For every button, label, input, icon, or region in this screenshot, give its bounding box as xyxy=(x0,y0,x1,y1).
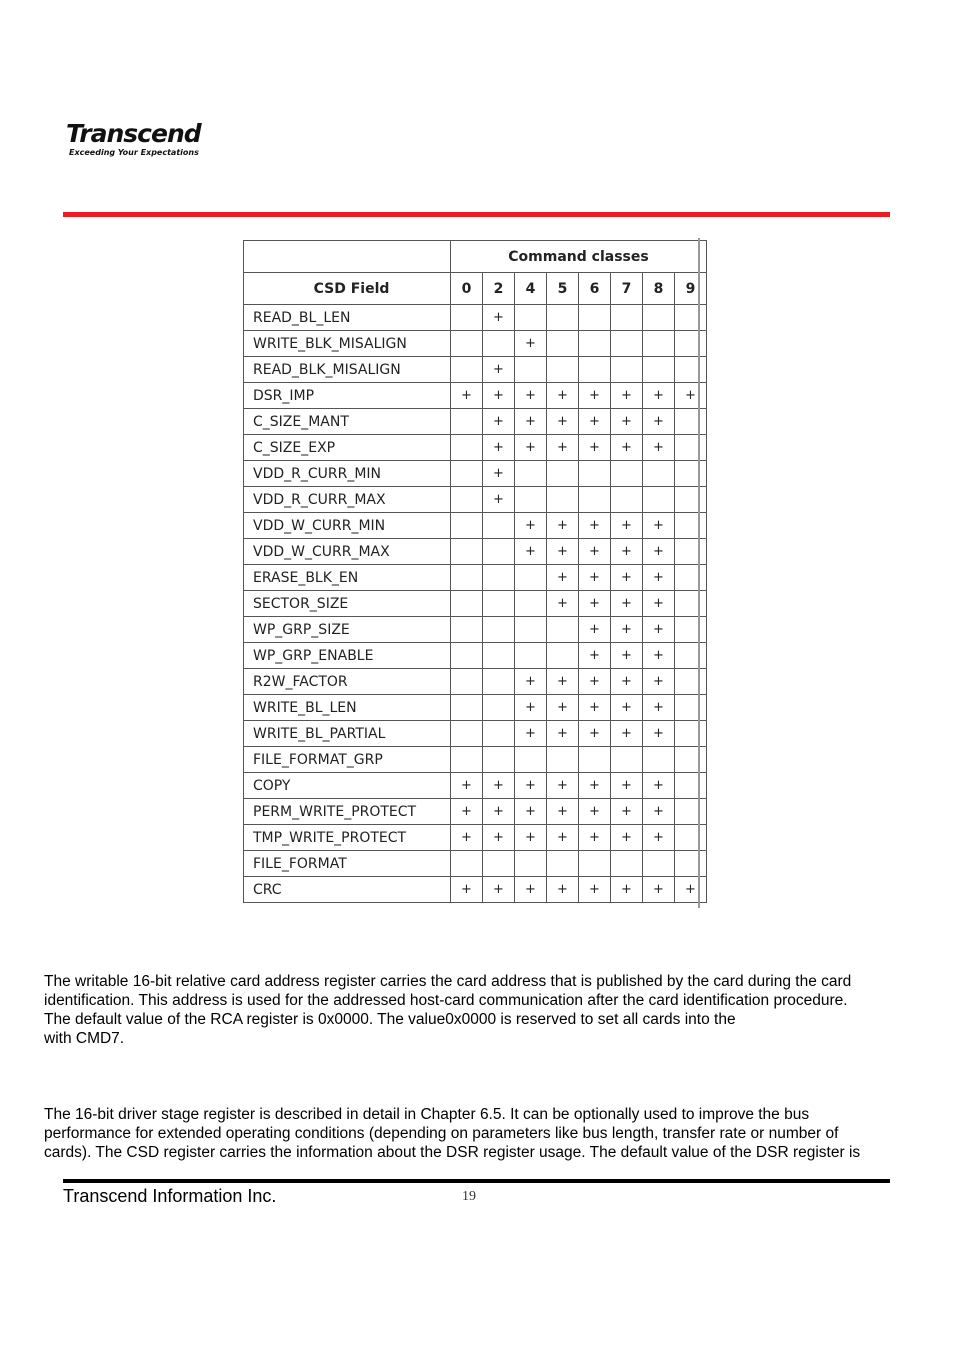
class-support-cell: + xyxy=(579,383,611,409)
class-support-cell xyxy=(611,487,643,513)
class-support-cell: + xyxy=(611,435,643,461)
csd-field-name: VDD_R_CURR_MIN xyxy=(244,461,451,487)
csd-field-name: WRITE_BLK_MISALIGN xyxy=(244,331,451,357)
logo-brand-text: Transcend xyxy=(66,119,201,148)
class-support-cell xyxy=(451,357,483,383)
class-support-cell: + xyxy=(675,383,707,409)
class-support-cell xyxy=(579,747,611,773)
class-support-cell xyxy=(675,851,707,877)
class-support-cell xyxy=(675,695,707,721)
dsr-paragraph xyxy=(44,1105,910,1162)
class-support-cell xyxy=(547,851,579,877)
class-support-cell: + xyxy=(483,409,515,435)
class-support-cell xyxy=(451,747,483,773)
csd-field-name: SECTOR_SIZE xyxy=(244,591,451,617)
table-row xyxy=(244,669,707,695)
csd-field-name: WP_GRP_SIZE xyxy=(244,617,451,643)
table-row xyxy=(244,851,707,877)
class-support-cell xyxy=(483,565,515,591)
class-support-cell xyxy=(675,643,707,669)
class-support-cell xyxy=(579,357,611,383)
class-support-cell xyxy=(611,305,643,331)
csd-field-header: CSD Field xyxy=(244,273,451,305)
class-support-cell xyxy=(515,851,547,877)
table-row xyxy=(244,747,707,773)
class-support-cell: + xyxy=(643,877,675,903)
class-support-cell: + xyxy=(547,539,579,565)
class-support-cell xyxy=(611,331,643,357)
table-row xyxy=(244,877,707,903)
class-support-cell xyxy=(451,435,483,461)
command-class-header: 4 xyxy=(515,273,547,305)
table-row xyxy=(244,487,707,513)
csd-field-name: VDD_R_CURR_MAX xyxy=(244,487,451,513)
table-row xyxy=(244,721,707,747)
class-support-cell xyxy=(643,305,675,331)
class-support-cell xyxy=(579,331,611,357)
class-support-cell xyxy=(611,747,643,773)
logo-tagline: Exceeding Your Expectations xyxy=(69,148,199,157)
class-support-cell: + xyxy=(611,643,643,669)
class-support-cell xyxy=(675,669,707,695)
class-support-cell xyxy=(451,591,483,617)
class-support-cell xyxy=(579,305,611,331)
rca-paragraph xyxy=(44,972,910,1048)
class-support-cell: + xyxy=(579,565,611,591)
class-support-cell: + xyxy=(643,409,675,435)
class-support-cell: + xyxy=(579,617,611,643)
class-support-cell: + xyxy=(483,877,515,903)
class-support-cell: + xyxy=(643,591,675,617)
paragraph-line: The default value of the RCA register is 0x0000. The value0x0000 is reserved to set all cards into the xyxy=(44,1011,736,1028)
paragraph-line: The 16-bit driver stage register is described in detail in Chapter 6.5. It can be optionally used to improve the bus xyxy=(44,1106,810,1123)
table-row xyxy=(244,513,707,539)
class-support-cell: + xyxy=(611,539,643,565)
class-support-cell: + xyxy=(579,435,611,461)
command-class-header: 8 xyxy=(643,273,675,305)
csd-command-class-table xyxy=(243,240,707,903)
class-support-cell xyxy=(643,747,675,773)
class-support-cell: + xyxy=(483,305,515,331)
class-support-cell: + xyxy=(483,773,515,799)
command-class-header: 2 xyxy=(483,273,515,305)
class-support-cell xyxy=(547,643,579,669)
csd-field-name: WRITE_BL_PARTIAL xyxy=(244,721,451,747)
class-support-cell: + xyxy=(547,695,579,721)
class-support-cell xyxy=(675,539,707,565)
class-support-cell xyxy=(643,331,675,357)
csd-field-name: ERASE_BLK_EN xyxy=(244,565,451,591)
class-support-cell: + xyxy=(483,487,515,513)
class-support-cell xyxy=(515,565,547,591)
class-support-cell: + xyxy=(611,877,643,903)
csd-field-name: PERM_WRITE_PROTECT xyxy=(244,799,451,825)
class-support-cell xyxy=(483,539,515,565)
class-support-cell: + xyxy=(515,435,547,461)
class-support-cell: + xyxy=(483,357,515,383)
class-support-cell xyxy=(515,487,547,513)
class-support-cell xyxy=(675,747,707,773)
table-row xyxy=(244,565,707,591)
csd-field-name: VDD_W_CURR_MAX xyxy=(244,539,451,565)
class-support-cell xyxy=(451,721,483,747)
class-support-cell: + xyxy=(515,383,547,409)
class-support-cell: + xyxy=(483,383,515,409)
class-support-cell xyxy=(675,617,707,643)
class-support-cell xyxy=(611,851,643,877)
table-column-header-row xyxy=(244,273,707,305)
class-support-cell xyxy=(515,591,547,617)
class-support-cell: + xyxy=(515,669,547,695)
command-class-header: 0 xyxy=(451,273,483,305)
table-row xyxy=(244,591,707,617)
class-support-cell xyxy=(483,617,515,643)
class-support-cell: + xyxy=(643,539,675,565)
table-row xyxy=(244,617,707,643)
class-support-cell: + xyxy=(579,539,611,565)
class-support-cell xyxy=(675,409,707,435)
class-support-cell xyxy=(451,487,483,513)
class-support-cell: + xyxy=(547,799,579,825)
class-support-cell: + xyxy=(579,669,611,695)
class-support-cell xyxy=(579,487,611,513)
class-support-cell xyxy=(451,643,483,669)
class-support-cell: + xyxy=(547,773,579,799)
class-support-cell: + xyxy=(547,877,579,903)
class-support-cell: + xyxy=(579,721,611,747)
csd-field-name: FILE_FORMAT xyxy=(244,851,451,877)
class-support-cell: + xyxy=(515,695,547,721)
class-support-cell xyxy=(515,305,547,331)
class-support-cell: + xyxy=(611,799,643,825)
class-support-cell xyxy=(515,643,547,669)
class-support-cell xyxy=(675,721,707,747)
class-support-cell xyxy=(451,305,483,331)
table-row xyxy=(244,799,707,825)
class-support-cell: + xyxy=(579,409,611,435)
class-support-cell: + xyxy=(515,799,547,825)
table-corner-cell xyxy=(244,241,451,273)
csd-field-name: WP_GRP_ENABLE xyxy=(244,643,451,669)
class-support-cell: + xyxy=(643,695,675,721)
class-support-cell xyxy=(579,461,611,487)
csd-field-name: DSR_IMP xyxy=(244,383,451,409)
class-support-cell: + xyxy=(611,513,643,539)
class-support-cell xyxy=(675,435,707,461)
footer-rule xyxy=(63,1179,890,1183)
paragraph-line: with CMD7. xyxy=(44,1030,125,1047)
class-support-cell xyxy=(675,773,707,799)
class-support-cell: + xyxy=(547,721,579,747)
class-support-cell xyxy=(611,461,643,487)
class-support-cell xyxy=(611,357,643,383)
class-support-cell xyxy=(483,695,515,721)
class-support-cell xyxy=(675,799,707,825)
class-support-cell xyxy=(483,643,515,669)
class-support-cell xyxy=(451,461,483,487)
table-row xyxy=(244,825,707,851)
paragraph-line: identification. This address is used for the addressed host-card communication after the card identification procedure. xyxy=(44,992,848,1009)
table-row xyxy=(244,383,707,409)
class-support-cell: + xyxy=(451,877,483,903)
command-class-header: 6 xyxy=(579,273,611,305)
class-support-cell: + xyxy=(643,617,675,643)
class-support-cell: + xyxy=(643,721,675,747)
csd-field-name: READ_BL_LEN xyxy=(244,305,451,331)
class-support-cell: + xyxy=(451,825,483,851)
class-support-cell: + xyxy=(643,513,675,539)
class-support-cell: + xyxy=(515,721,547,747)
command-class-header: 7 xyxy=(611,273,643,305)
class-support-cell: + xyxy=(547,513,579,539)
class-support-cell xyxy=(451,513,483,539)
class-support-cell: + xyxy=(611,383,643,409)
class-support-cell xyxy=(451,331,483,357)
class-support-cell xyxy=(643,461,675,487)
class-support-cell xyxy=(451,409,483,435)
class-support-cell: + xyxy=(579,513,611,539)
paragraph-line: cards). The CSD register carries the information about the DSR register usage. The default value of the DSR register is xyxy=(44,1144,861,1161)
class-support-cell: + xyxy=(547,435,579,461)
class-support-cell: + xyxy=(515,877,547,903)
class-support-cell: + xyxy=(451,799,483,825)
header-rule xyxy=(63,212,890,217)
csd-field-name: COPY xyxy=(244,773,451,799)
class-support-cell xyxy=(547,331,579,357)
paragraph-line: The writable 16-bit relative card address register carries the card address that is published by the card during the card xyxy=(44,973,852,990)
class-support-cell: + xyxy=(515,825,547,851)
class-support-cell: + xyxy=(611,669,643,695)
table-row xyxy=(244,435,707,461)
class-support-cell: + xyxy=(611,591,643,617)
table-row xyxy=(244,357,707,383)
class-support-cell: + xyxy=(547,383,579,409)
table-group-header-row xyxy=(244,241,707,273)
class-support-cell: + xyxy=(483,461,515,487)
class-support-cell: + xyxy=(611,409,643,435)
table-row xyxy=(244,305,707,331)
class-support-cell: + xyxy=(611,825,643,851)
class-support-cell xyxy=(483,513,515,539)
class-support-cell: + xyxy=(579,695,611,721)
table-scan-edge xyxy=(698,238,700,908)
class-support-cell: + xyxy=(611,617,643,643)
footer-company: Transcend Information Inc. xyxy=(63,1186,277,1206)
class-support-cell xyxy=(643,487,675,513)
class-support-cell: + xyxy=(451,383,483,409)
class-support-cell: + xyxy=(643,643,675,669)
class-support-cell: + xyxy=(643,669,675,695)
command-class-header: 9 xyxy=(675,273,707,305)
class-support-cell: + xyxy=(675,877,707,903)
class-support-cell: + xyxy=(483,799,515,825)
page-number: 19 xyxy=(462,1189,476,1204)
class-support-cell: + xyxy=(611,773,643,799)
class-support-cell xyxy=(547,487,579,513)
class-support-cell xyxy=(547,617,579,643)
table-row xyxy=(244,331,707,357)
command-classes-header: Command classes xyxy=(451,241,707,273)
class-support-cell: + xyxy=(643,383,675,409)
class-support-cell: + xyxy=(643,565,675,591)
class-support-cell xyxy=(675,487,707,513)
class-support-cell: + xyxy=(515,539,547,565)
table-body xyxy=(244,305,707,903)
class-support-cell xyxy=(579,851,611,877)
class-support-cell xyxy=(515,461,547,487)
class-support-cell: + xyxy=(579,773,611,799)
class-support-cell: + xyxy=(579,825,611,851)
csd-field-name: FILE_FORMAT_GRP xyxy=(244,747,451,773)
class-support-cell: + xyxy=(483,825,515,851)
class-support-cell: + xyxy=(547,409,579,435)
command-class-header: 5 xyxy=(547,273,579,305)
class-support-cell xyxy=(547,357,579,383)
class-support-cell xyxy=(483,851,515,877)
table-row xyxy=(244,409,707,435)
class-support-cell xyxy=(483,669,515,695)
csd-field-name: CRC xyxy=(244,877,451,903)
class-support-cell xyxy=(483,331,515,357)
class-support-cell: + xyxy=(611,695,643,721)
class-support-cell xyxy=(451,565,483,591)
class-support-cell: + xyxy=(579,591,611,617)
class-support-cell: + xyxy=(643,435,675,461)
csd-field-name: WRITE_BL_LEN xyxy=(244,695,451,721)
csd-field-name: C_SIZE_EXP xyxy=(244,435,451,461)
csd-field-name: VDD_W_CURR_MIN xyxy=(244,513,451,539)
class-support-cell: + xyxy=(547,591,579,617)
class-support-cell xyxy=(547,747,579,773)
class-support-cell xyxy=(451,539,483,565)
class-support-cell xyxy=(643,851,675,877)
csd-field-name: READ_BLK_MISALIGN xyxy=(244,357,451,383)
class-support-cell xyxy=(515,747,547,773)
paragraph-line: performance for extended operating conditions (depending on parameters like bus length, transfer rate or number of xyxy=(44,1125,839,1142)
class-support-cell: + xyxy=(547,565,579,591)
class-support-cell: + xyxy=(611,565,643,591)
csd-field-name: C_SIZE_MANT xyxy=(244,409,451,435)
class-support-cell xyxy=(675,305,707,331)
csd-field-name: R2W_FACTOR xyxy=(244,669,451,695)
table-row xyxy=(244,539,707,565)
class-support-cell xyxy=(451,695,483,721)
class-support-cell xyxy=(675,331,707,357)
table-row xyxy=(244,695,707,721)
class-support-cell xyxy=(547,305,579,331)
class-support-cell: + xyxy=(611,721,643,747)
class-support-cell xyxy=(451,851,483,877)
class-support-cell xyxy=(515,617,547,643)
class-support-cell xyxy=(515,357,547,383)
class-support-cell xyxy=(675,461,707,487)
class-support-cell xyxy=(483,721,515,747)
class-support-cell xyxy=(451,617,483,643)
class-support-cell: + xyxy=(643,773,675,799)
class-support-cell: + xyxy=(483,435,515,461)
class-support-cell: + xyxy=(515,409,547,435)
table-row xyxy=(244,643,707,669)
class-support-cell xyxy=(483,747,515,773)
class-support-cell: + xyxy=(579,799,611,825)
csd-field-name: TMP_WRITE_PROTECT xyxy=(244,825,451,851)
class-support-cell xyxy=(675,591,707,617)
table-row xyxy=(244,773,707,799)
class-support-cell: + xyxy=(547,669,579,695)
class-support-cell: + xyxy=(579,643,611,669)
class-support-cell xyxy=(451,669,483,695)
transcend-logo xyxy=(66,120,201,158)
class-support-cell xyxy=(547,461,579,487)
class-support-cell xyxy=(483,591,515,617)
class-support-cell xyxy=(643,357,675,383)
table-row xyxy=(244,461,707,487)
class-support-cell: + xyxy=(643,825,675,851)
class-support-cell xyxy=(675,825,707,851)
class-support-cell: + xyxy=(451,773,483,799)
class-support-cell: + xyxy=(515,513,547,539)
class-support-cell xyxy=(675,357,707,383)
class-support-cell xyxy=(675,565,707,591)
class-support-cell: + xyxy=(579,877,611,903)
class-support-cell: + xyxy=(515,773,547,799)
class-support-cell: + xyxy=(547,825,579,851)
class-support-cell: + xyxy=(643,799,675,825)
class-support-cell: + xyxy=(515,331,547,357)
class-support-cell xyxy=(675,513,707,539)
